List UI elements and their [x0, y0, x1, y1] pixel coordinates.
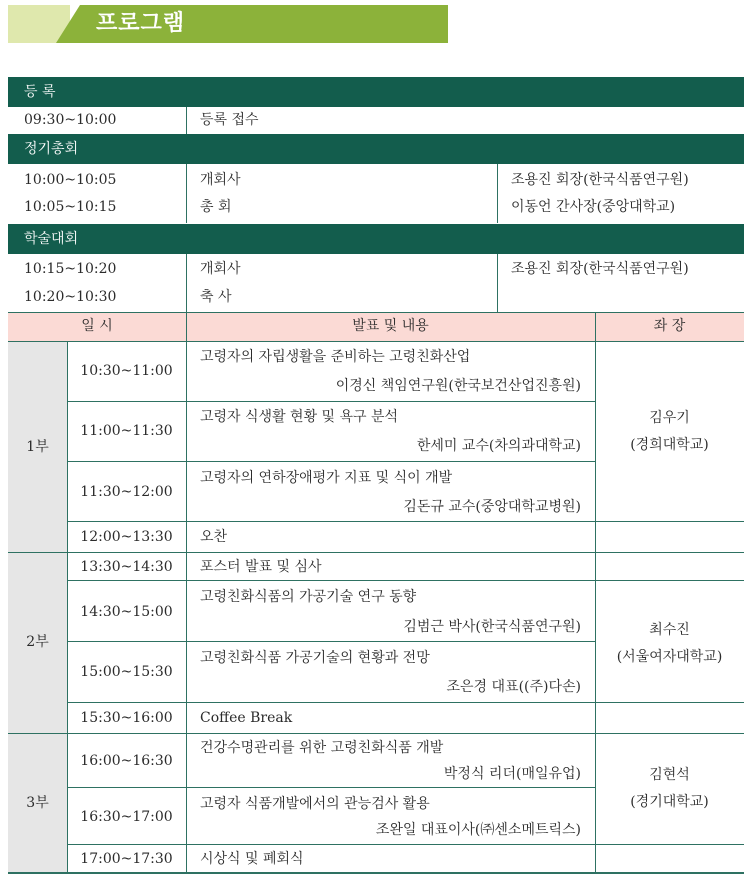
page-title: 프로그램 [96, 11, 186, 36]
s1-r2-speaker: 한세미 교수(차의과대학교) [416, 438, 581, 454]
rule [67, 461, 595, 462]
table-bottom-rule [8, 872, 744, 874]
session-1-label: 1부 [26, 439, 49, 455]
general-meeting-time-1: 10:00~10:05 [24, 172, 117, 188]
s3-r1-time: 16:00~16:30 [80, 753, 173, 769]
s3-chair-affil: (경기대학교) [630, 794, 709, 810]
s3-r2-speaker: 조완일 대표이사(㈜센소메트릭스) [375, 822, 581, 838]
divider [186, 164, 187, 223]
general-meeting-person-1: 조용진 회장(한국식품연구원) [511, 172, 689, 188]
rule [8, 312, 744, 313]
s3-r2-time: 16:30~17:00 [80, 809, 173, 825]
session-3-label: 3부 [26, 795, 49, 811]
general-meeting-item-2: 총 회 [200, 199, 232, 215]
rule [8, 733, 744, 734]
s2-r3-time: 15:00~15:30 [80, 664, 173, 680]
s1-r4-time: 12:00~13:30 [80, 529, 173, 545]
s1-r1-speaker: 이경신 책임연구원(한국보건산업진흥원) [335, 378, 581, 394]
rule [8, 341, 744, 342]
s1-r2-title: 고령자 식생활 현황 및 욕구 분석 [200, 409, 399, 425]
s1-r3-time: 11:30~12:00 [80, 484, 173, 500]
s2-r4-title: Coffee Break [200, 710, 293, 726]
s2-chair-affil: (서울여자대학교) [616, 649, 723, 665]
divider [497, 254, 498, 312]
s2-r1-title: 포스터 발표 및 심사 [200, 559, 322, 575]
divider [497, 164, 498, 223]
program-banner [8, 5, 448, 43]
s1-r3-title: 고령자의 연하장애평가 지표 및 식이 개발 [200, 470, 453, 486]
general-meeting-time-2: 10:05~10:15 [24, 199, 117, 215]
s1-r4-title: 오찬 [200, 529, 228, 545]
rule [67, 641, 595, 642]
rule [67, 521, 744, 522]
s3-r3-title: 시상식 및 폐회식 [200, 851, 304, 867]
s1-chair-affil: (경희대학교) [630, 437, 709, 453]
header-time: 일 시 [81, 318, 113, 334]
s2-r3-title: 고령친화식품 가공기술의 현황과 전망 [200, 650, 430, 666]
s2-r2-title: 고령친화식품의 가공기술 연구 동향 [200, 589, 417, 605]
s1-chair-name: 김우기 [649, 410, 690, 426]
conference-item-2: 축 사 [200, 289, 232, 305]
general-meeting-item-1: 개회사 [200, 172, 241, 188]
conference-person-1: 조용진 회장(한국식품연구원) [511, 261, 689, 277]
s1-r3-speaker: 김돈규 교수(중앙대학교병원) [403, 499, 581, 515]
s1-r2-time: 11:00~11:30 [80, 423, 173, 439]
session-2-label: 2부 [26, 634, 49, 650]
s3-r3-time: 17:00~17:30 [80, 851, 173, 867]
grid-line [595, 312, 596, 873]
conference-time-2: 10:20~10:30 [24, 289, 117, 305]
s2-r2-speaker: 김범근 박사(한국식품연구원) [403, 619, 581, 635]
s3-r1-title: 건강수명관리를 위한 고령친화식품 개발 [200, 740, 444, 756]
grid-line [186, 312, 187, 873]
rule [67, 702, 744, 703]
s3-r2-title: 고령자 식품개발에서의 관능검사 활용 [200, 796, 430, 812]
section-registration-title: 등 록 [8, 77, 744, 107]
section-conference-title: 학술대회 [8, 224, 744, 254]
registration-time: 09:30~10:00 [24, 112, 117, 128]
divider [186, 107, 187, 134]
section-general-meeting-title: 정기총회 [8, 134, 744, 164]
s2-chair-name: 최수진 [649, 622, 690, 638]
s2-r4-time: 15:30~16:00 [80, 710, 173, 726]
s2-r3-speaker: 조은경 대표((주)다손) [446, 679, 581, 695]
header-chair: 좌 장 [653, 318, 686, 334]
s1-r1-title: 고령자의 자립생활을 준비하는 고령친화산업 [200, 349, 471, 365]
conference-item-1: 개회사 [200, 261, 241, 277]
rule [67, 580, 744, 581]
divider [186, 254, 187, 312]
s2-r2-time: 14:30~15:00 [80, 604, 173, 620]
header-content: 발표 및 내용 [352, 318, 429, 334]
rule [67, 401, 595, 402]
rule [8, 552, 744, 553]
s1-r1-time: 10:30~11:00 [80, 363, 173, 379]
s3-chair-name: 김현석 [649, 767, 690, 783]
registration-item: 등록 접수 [200, 112, 259, 128]
rule [67, 844, 744, 845]
s2-r1-time: 13:30~14:30 [80, 559, 173, 575]
s3-r1-speaker: 박정식 리더(매일유업) [443, 766, 581, 782]
rule [67, 787, 595, 788]
general-meeting-person-2: 이동언 간사장(중앙대학교) [511, 199, 676, 215]
conference-time-1: 10:15~10:20 [24, 261, 117, 277]
